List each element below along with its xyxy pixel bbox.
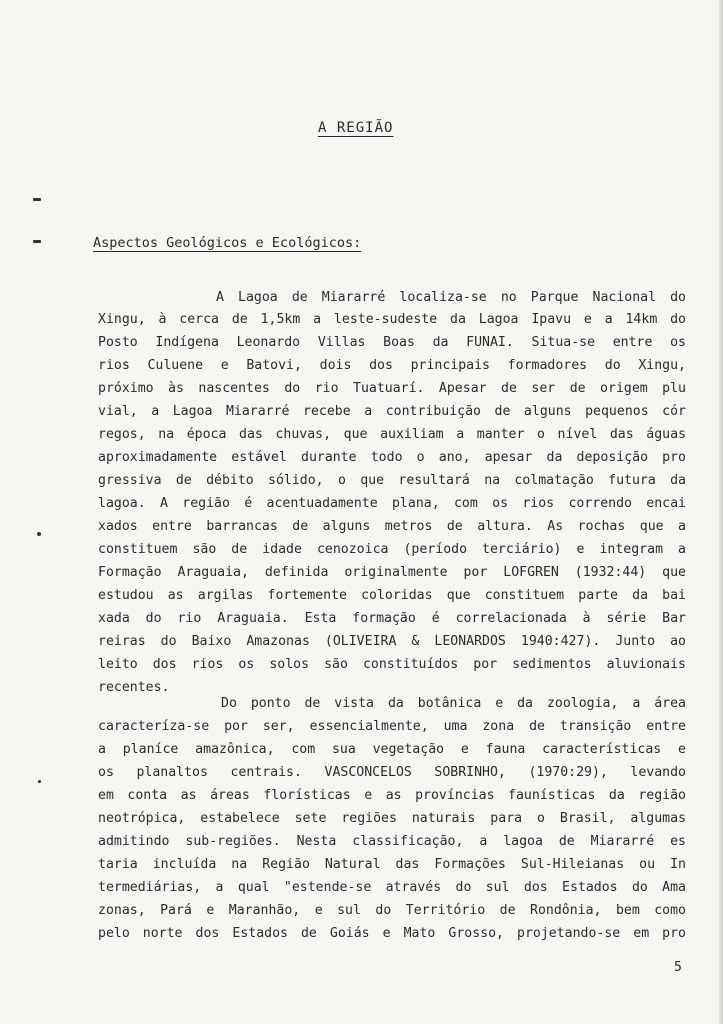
paragraph-line: caracteríza-se por ser, essencialmente, uma zona de transição entre <box>98 719 686 734</box>
paragraph-line: rios Culuene e Batovi, dois dos principais formadores do Xingu, <box>98 358 686 373</box>
paragraph-line: próximo às nascentes do rio Tuatuarí. Apesar de ser de origem plu <box>98 381 686 396</box>
paragraph-line: taria incluída na Região Natural das Formações Sul-Hileianas ou In <box>98 857 686 872</box>
paragraph-line: em conta as áreas florísticas e as províncias faunísticas da região <box>98 788 686 803</box>
paragraph-line: os planaltos centrais. VASCONCELOS SOBRINHO, (1970:29), levando <box>98 765 686 780</box>
margin-mark <box>38 780 41 783</box>
paragraph-line: gressiva de débito sólido, o que resultará na colmatação futura da <box>98 473 686 488</box>
page-number: 5 <box>674 960 682 975</box>
paragraph-line: a planíce amazônica, com sua vegetação e fauna características e <box>98 742 686 757</box>
paragraph-line: A Lagoa de Miararré localiza-se no Parque Nacional do <box>216 290 686 305</box>
margin-mark <box>37 532 41 536</box>
paragraph-line: xados entre barrancas de alguns metros de altura. As rochas que a <box>98 519 686 534</box>
paragraph-line: Xingu, à cerca de 1,5km a leste-sudeste da Lagoa Ipavu e a 14km do <box>98 312 686 327</box>
paragraph-line: reiras do Baixo Amazonas (OLIVEIRA & LEONARDOS 1940:427). Junto ao <box>98 634 686 649</box>
paragraph-line: termediárias, a qual "estende-se através do sul dos Estados do Ama <box>98 880 686 895</box>
section-heading: Aspectos Geológicos e Ecológicos: <box>93 235 362 251</box>
paragraph-line: recentes. <box>98 680 170 695</box>
paragraph-line: Formação Araguaia, definida originalmente por LOFGREN (1932:44) que <box>98 565 686 580</box>
paragraph-line: leito dos rios os solos são constituídos por sedimentos aluvionais <box>98 657 686 672</box>
paragraph-line: pelo norte dos Estados de Goiás e Mato Grosso, projetando-se em pro <box>98 926 686 941</box>
paragraph-line: regos, na época das chuvas, que auxiliam a manter o nível das águas <box>98 427 686 442</box>
paragraph-line: Do ponto de vista da botânica e da zoologia, a área <box>221 696 686 711</box>
paragraph-line: admitindo sub-regiões. Nesta classificação, a lagoa de Miararré es <box>98 834 686 849</box>
paragraph-line: lagoa. A região é acentuadamente plana, com os rios correndo encai <box>98 496 686 511</box>
page-edge-shadow <box>719 0 723 1024</box>
paragraph-line: xada do rio Araguaia. Esta formação é correlacionada à série Bar <box>98 611 686 626</box>
paragraph-line: aproximadamente estável durante todo o ano, apesar da deposição pro <box>98 450 686 465</box>
margin-mark <box>33 198 41 201</box>
paragraph-line: Posto Indígena Leonardo Villas Boas da FUNAI. Situa-se entre os <box>98 335 686 350</box>
margin-mark <box>33 240 41 243</box>
paragraph-line: constituem são de idade cenozoica (período terciário) e integram a <box>98 542 686 557</box>
page-title: A REGIÃO <box>318 120 394 136</box>
paragraph-line: neotrópica, estabelece sete regiões naturais para o Brasil, algumas <box>98 811 686 826</box>
paragraph-line: vial, a Lagoa Miararré recebe a contribuição de alguns pequenos cór <box>98 404 686 419</box>
paragraph-line: estudou as argilas fortemente coloridas que constituem parte da bai <box>98 588 686 603</box>
paragraph-line: zonas, Pará e Maranhão, e sul do Território de Rondônia, bem como <box>98 903 686 918</box>
